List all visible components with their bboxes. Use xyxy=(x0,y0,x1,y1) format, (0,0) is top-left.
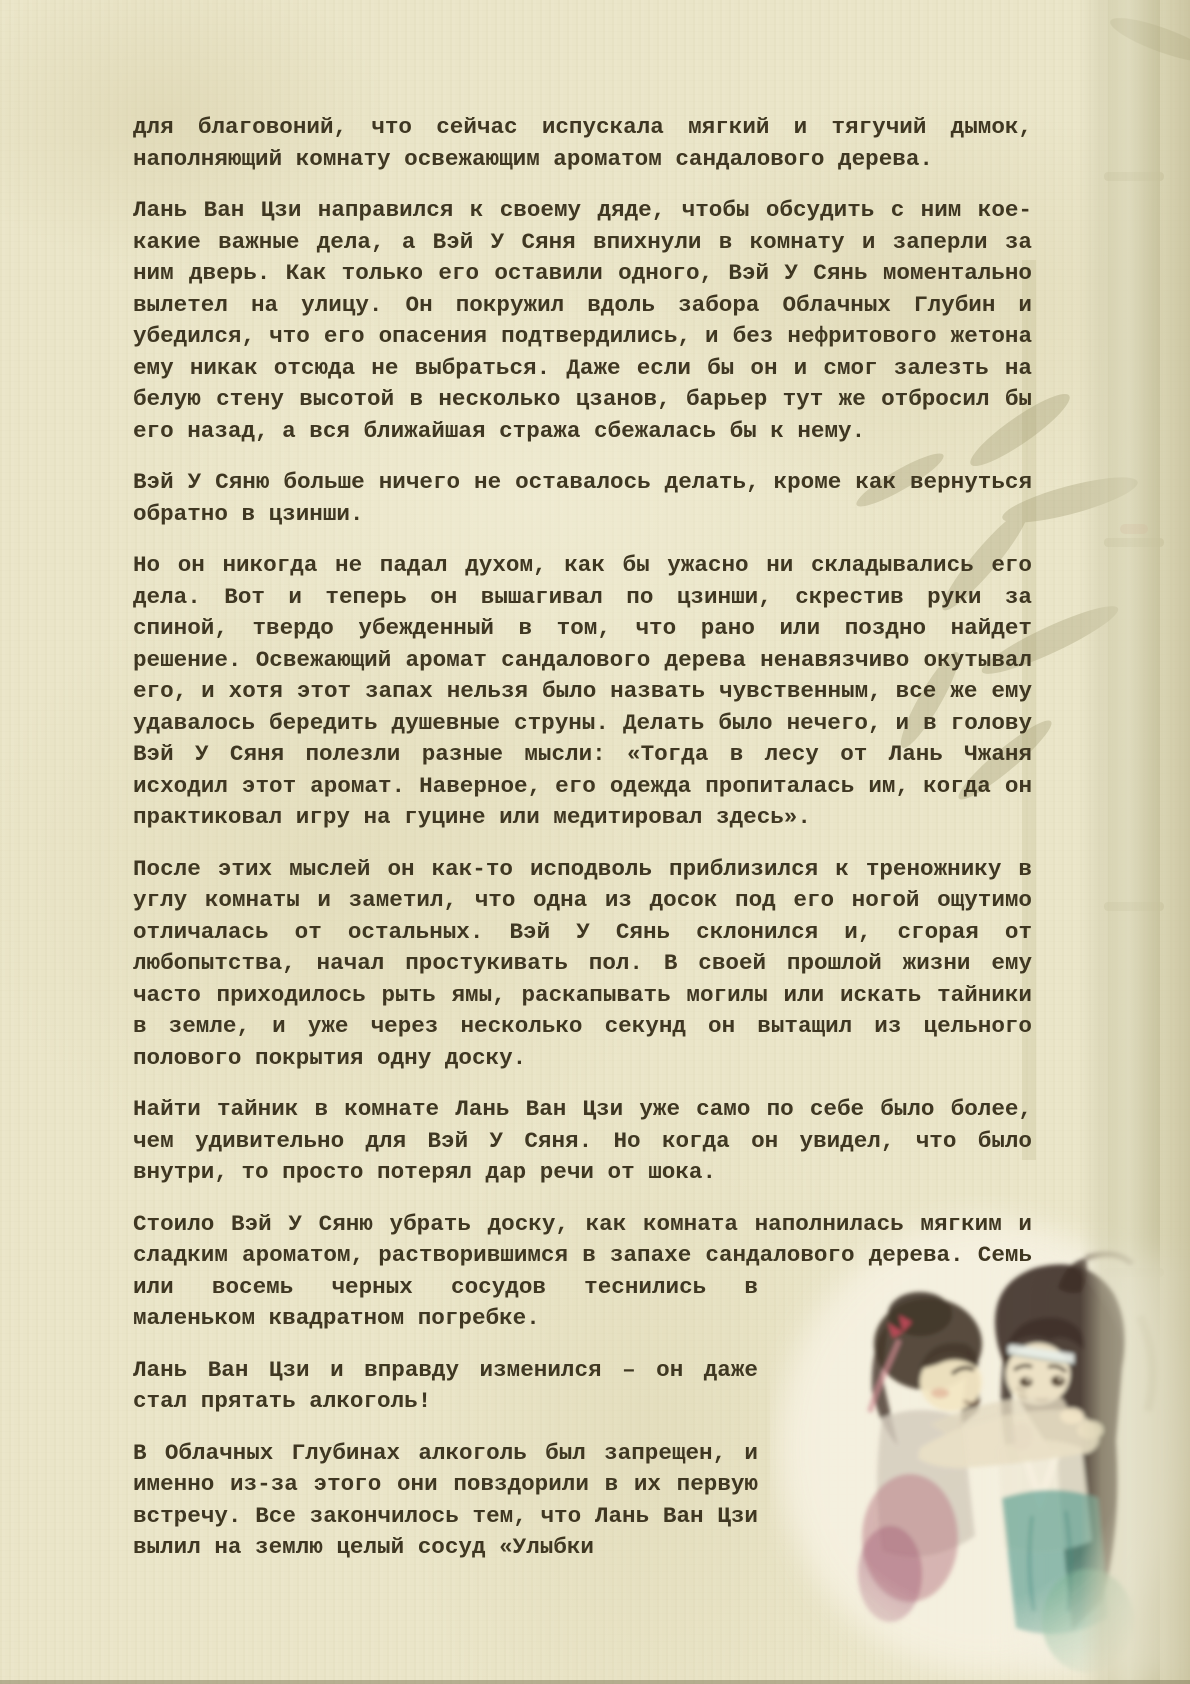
paragraph: Но он никогда не падал духом, как бы ужасно ни складывались его дела. Вот и теперь он вышагивал по цзинши, скрестив руки за спиной, твердо убежденный в том, что рано или поздно найдет решение. Освежающий аромат сандалового дерева ненавязчиво окутывал его, и хотя этот запах нельзя было назвать чувственным, все же ему удавалось бередить душевные струны. Делать было нечего, и в голову Вэй У Сяня полезли разные мысли: «Тогда в лесу от Лань Чжаня исходил этот аромат. Наверное, его одежда пропиталась им, когда он практиковал игру на гуцине или медитировал здесь». xyxy=(133,552,1032,830)
text-column xyxy=(133,112,1032,1584)
paragraph: Стоило Вэй У Сяню убрать доску, как комната наполнилась мягким и сладким ароматом, растворившимся в запахе сандалового дерева. Семь xyxy=(133,1210,1032,1268)
paragraph: В Облачных Глубинах алкоголь был запрещен, и именно из-за этого они повздорили в их первую встречу. Все закончилось тем, что Лань Ван Цзи вылил на землю целый сосуд «Улыбки xyxy=(133,1439,758,1560)
paragraph: для благовоний, что сейчас испускала мягкий и тягучий дымок, наполняющий комнату освежающим ароматом сандалового дерева. xyxy=(133,114,1032,172)
paragraph: или восемь черных сосудов теснились в маленьком квадратном погребке. xyxy=(133,1273,758,1331)
paragraph: Лань Ван Цзи направился к своему дяде, чтобы обсудить с ним кое-какие важные дела, а Вэй У Сяня впихнули в комнату и заперли за ним дверь. Как только его оставили одного, Вэй У Сянь моментально вылетел на улицу. Он покружил вдоль забора Облачных Глубин и убедился, что его опасения подтвердились, и без нефритового жетона ему никак отсюда не выбраться. Даже если бы он и смог залезть на белую стену высотой в несколько цзанов, барьер тут же отбросил бы его назад, а вся ближайшая стража сбежалась бы к нему. xyxy=(133,197,1032,444)
paragraph: Лань Ван Цзи и вправду изменился – он даже стал прятать алкоголь! xyxy=(133,1356,758,1414)
paragraph: После этих мыслей он как-то исподволь приблизился к треножнику в углу комнаты и заметил, что одна из досок под его ногой ощутимо отличалась от остальных. Вэй У Сянь склонился и, сгорая от любопытства, начал простукивать пол. В своей прошлой жизни ему часто приходилось рыть ямы, раскапывать могилы или искать тайники в земле, и уже через несколько секунд он вытащил из цельного полового покрытия одну доску. xyxy=(133,855,1032,1071)
paragraph: Найти тайник в комнате Лань Ван Цзи уже само по себе было более, чем удивительно для Вэй У Сяня. Но когда он увидел, что было внутри, то просто потерял дар речи от шока. xyxy=(133,1096,1032,1185)
paragraph: Вэй У Сяню больше ничего не оставалось делать, кроме как вернуться обратно в цзинши. xyxy=(133,469,1032,527)
page-edge-shading xyxy=(1080,0,1190,1684)
